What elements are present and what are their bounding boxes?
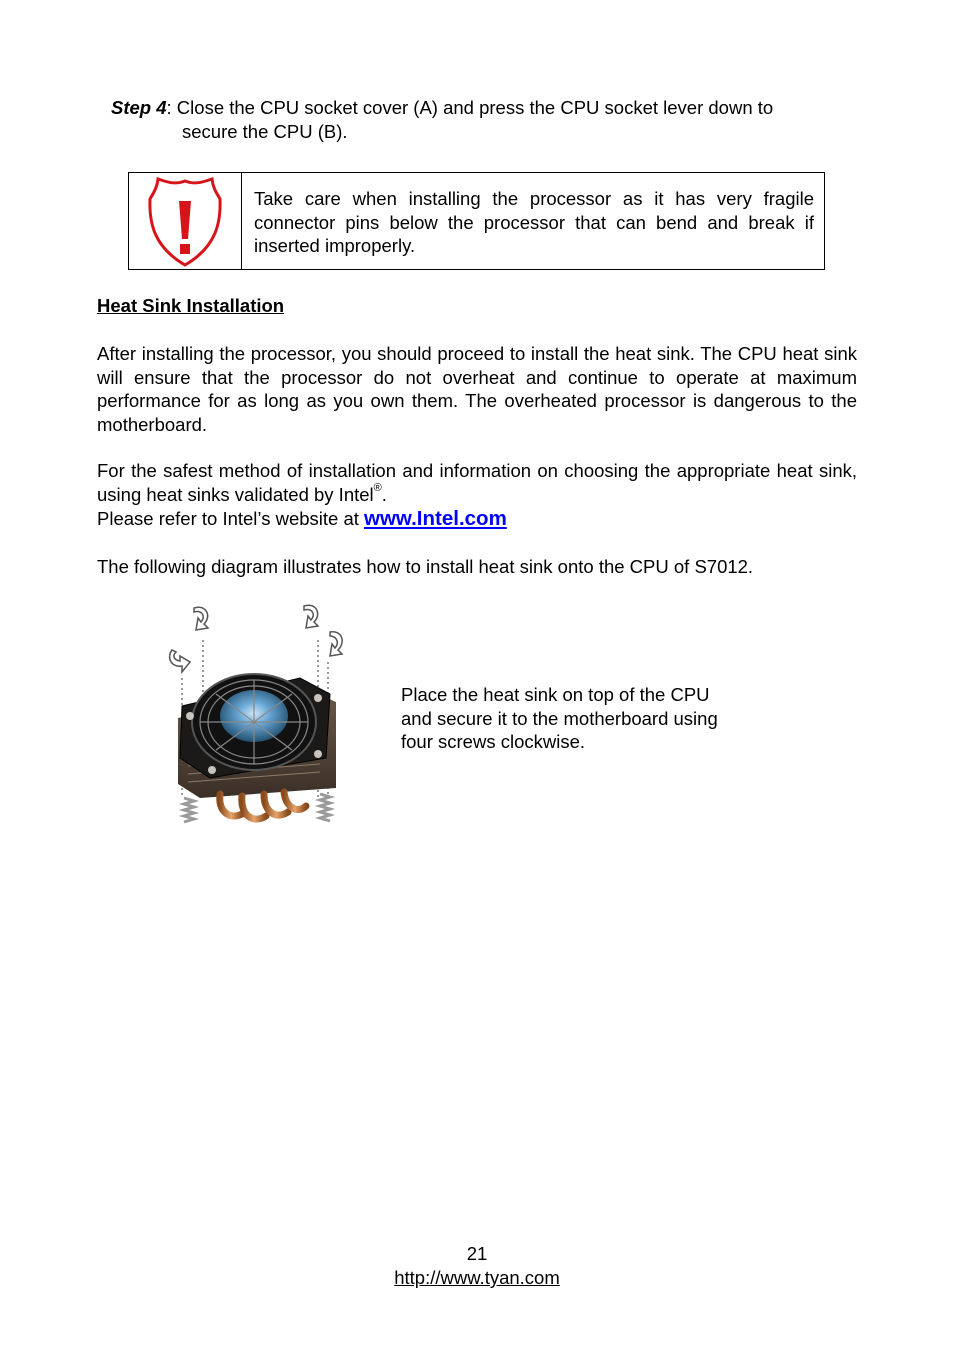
footer-url: http://www.tyan.com [394, 1267, 560, 1288]
intel-website-link[interactable]: www.Intel.com [364, 507, 507, 530]
section-heading: Heat Sink Installation [97, 295, 285, 316]
caption-line-1: Place the heat sink on top of the CPU [401, 684, 710, 705]
step4-instruction [111, 96, 871, 143]
warning-box [128, 172, 825, 270]
figure-caption [401, 683, 781, 754]
caption-line-3: four screws clockwise. [401, 731, 586, 752]
heat-sink-fan-image [160, 598, 360, 838]
paragraph-validated-heatsink [97, 459, 857, 506]
step4-label: Step 4 [111, 97, 167, 118]
exclamation-shield-icon [145, 177, 225, 269]
paragraph-refer [97, 507, 507, 531]
rotate-arrow-icon [170, 605, 343, 672]
paragraph-diagram-intro: The following diagram illustrates how to install heat sink onto the CPU of S7012. [97, 556, 754, 577]
registered-mark: ® [373, 482, 382, 495]
para2-end: . [381, 483, 387, 505]
refer-prefix: Please refer to Intel’s website at [97, 508, 365, 529]
warning-text: Take care when installing the processor as it has very fragile connector pins below the processor that can bend and break if inserted improperly. [254, 188, 814, 256]
para2-text: For the safest method of installation and information on choosing the appropriate heat sink, using heat sinks validated by Intel [97, 460, 857, 505]
caption-line-2: and secure it to the motherboard using [401, 707, 718, 729]
warning-icon-cell [129, 173, 242, 269]
step4-line1: : Close the CPU socket cover (A) and press the CPU socket lever down to [166, 97, 774, 118]
step4-line2: secure the CPU (B). [182, 120, 348, 142]
paragraph-intro: After installing the processor, you should proceed to install the heat sink. The CPU heat sink will ensure that the processor do not overheat and continue to operate at maximum performance for as long as you own them. The overheated processor is dangerous to the motherboard. [97, 343, 857, 435]
page-number: 21 [466, 1243, 488, 1264]
